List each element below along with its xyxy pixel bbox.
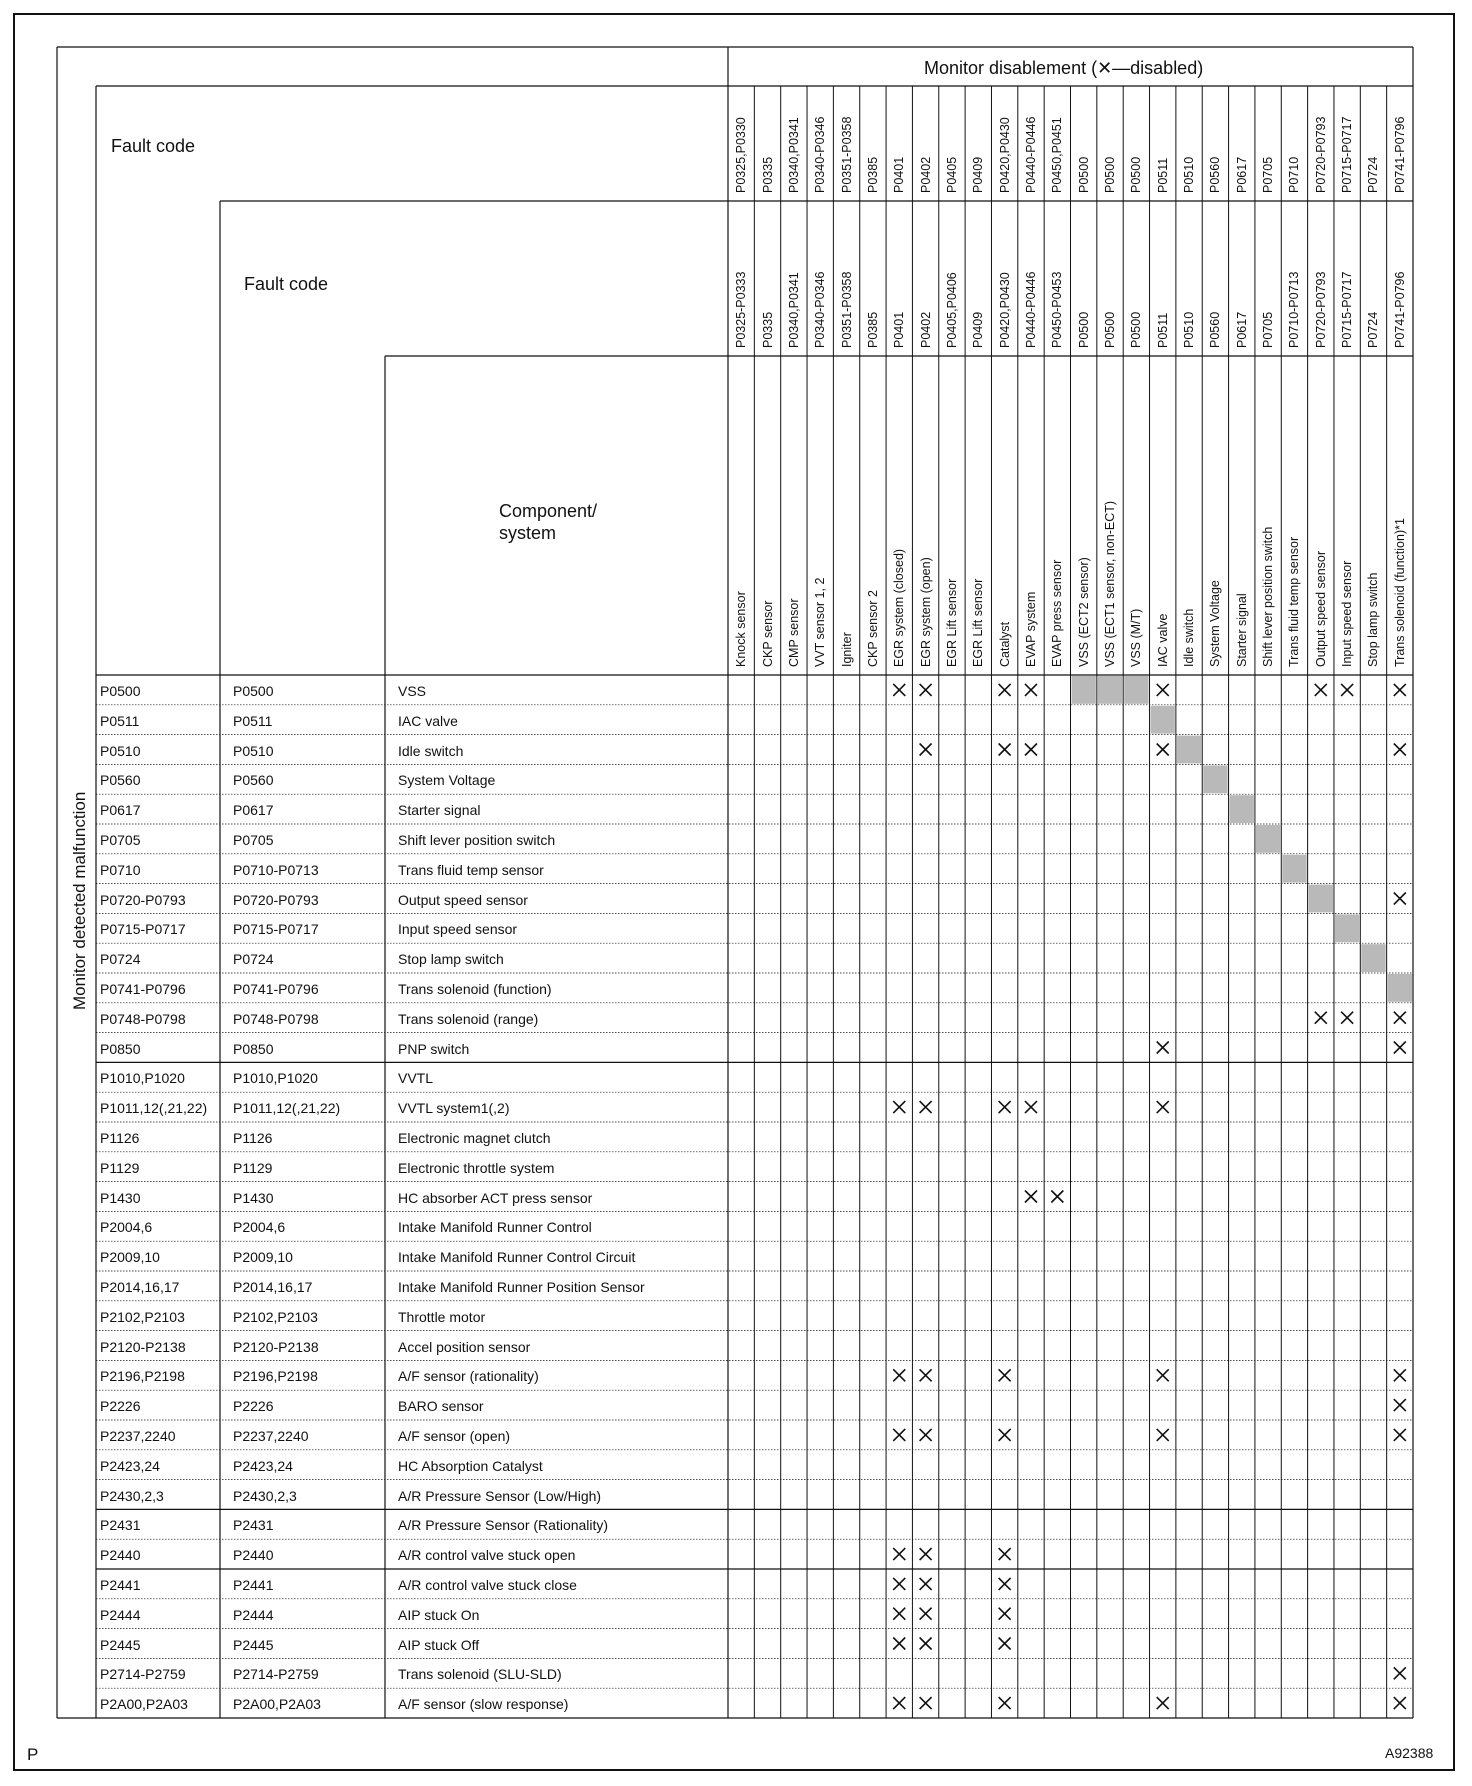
column-code-secondary: P0705 bbox=[1261, 311, 1276, 348]
disabled-x-mark bbox=[999, 1548, 1011, 1560]
column-code-primary: P0560 bbox=[1208, 156, 1223, 193]
column-component-name: Shift lever position switch bbox=[1261, 526, 1276, 667]
column-component-name: EGR Lift sensor bbox=[971, 578, 986, 667]
column-component-name: Catalyst bbox=[997, 621, 1012, 667]
column-code-secondary: P0720-P0793 bbox=[1313, 271, 1328, 348]
disabled-x-mark bbox=[1157, 1101, 1169, 1113]
column-component-name: Idle switch bbox=[1182, 608, 1197, 667]
disabled-x-mark bbox=[893, 1548, 905, 1560]
disabled-x-mark bbox=[1157, 1042, 1169, 1054]
row-fault-code-primary: P2120-P2138 bbox=[100, 1338, 186, 1355]
shaded-cell bbox=[1098, 676, 1122, 704]
column-code-primary: P0385 bbox=[865, 156, 880, 193]
row-fault-code-primary: P2445 bbox=[100, 1636, 141, 1653]
column-component-name: VSS (M/T) bbox=[1129, 608, 1144, 667]
row-fault-code-primary: P2196,P2198 bbox=[100, 1368, 185, 1385]
disabled-x-mark bbox=[920, 1369, 932, 1381]
column-code-primary: P0335 bbox=[760, 156, 775, 193]
row-fault-code-secondary: P2120-P2138 bbox=[233, 1338, 319, 1355]
row-fault-code-secondary: P0705 bbox=[233, 832, 274, 848]
shaded-cell bbox=[1124, 676, 1148, 704]
column-component-name: Starter signal bbox=[1234, 593, 1249, 667]
row-component-name: HC Absorption Catalyst bbox=[398, 1457, 543, 1474]
column-code-primary: P0511 bbox=[1155, 157, 1170, 193]
disabled-x-mark bbox=[1025, 1191, 1037, 1203]
disabled-x-mark bbox=[1051, 1191, 1063, 1203]
column-component-name: IAC valve bbox=[1155, 613, 1170, 667]
disabled-x-mark bbox=[920, 1638, 932, 1650]
row-fault-code-secondary: P0510 bbox=[233, 742, 274, 759]
row-component-name: A/R Pressure Sensor (Low/High) bbox=[398, 1487, 602, 1504]
disabled-x-mark bbox=[893, 1578, 905, 1590]
disabled-x-mark bbox=[920, 1548, 932, 1560]
column-code-primary: P0420,P0430 bbox=[997, 117, 1012, 193]
column-code-primary: P0710 bbox=[1287, 156, 1302, 193]
column-code-primary: P0720-P0793 bbox=[1313, 116, 1328, 193]
shaded-cell bbox=[1177, 736, 1201, 764]
row-fault-code-primary: P2014,16,17 bbox=[100, 1279, 180, 1295]
disabled-x-mark bbox=[1315, 1012, 1327, 1024]
column-code-primary: P0500 bbox=[1103, 156, 1118, 193]
row-component-name: Electronic throttle system bbox=[398, 1159, 555, 1176]
column-component-name: EGR Lift sensor bbox=[944, 578, 959, 667]
disabled-x-mark bbox=[1394, 1429, 1406, 1441]
row-fault-code-secondary: P2431 bbox=[233, 1517, 274, 1534]
column-code-primary: P0500 bbox=[1129, 156, 1144, 193]
column-code-secondary: P0385 bbox=[865, 311, 880, 348]
row-component-name: AIP stuck Off bbox=[398, 1636, 480, 1653]
row-component-name: BARO sensor bbox=[398, 1398, 484, 1415]
column-code-primary: P0340-P0346 bbox=[813, 116, 828, 193]
row-fault-code-secondary: P0724 bbox=[233, 951, 274, 968]
column-code-secondary: P0440-P0446 bbox=[1023, 271, 1038, 348]
column-code-secondary: P0351-P0358 bbox=[839, 271, 854, 348]
row-component-name: VSS bbox=[398, 683, 427, 699]
column-code-primary: P0617 bbox=[1234, 156, 1249, 193]
disabled-x-mark bbox=[1394, 1012, 1406, 1024]
row-fault-code-secondary: P2714-P2759 bbox=[233, 1666, 319, 1683]
disabled-x-mark bbox=[1341, 1012, 1353, 1024]
column-component-name: Stop lamp switch bbox=[1366, 572, 1381, 667]
column-component-name: Igniter bbox=[839, 632, 854, 667]
row-component-name: Trans solenoid (function) bbox=[398, 981, 552, 997]
row-fault-code-secondary: P0720-P0793 bbox=[233, 891, 319, 908]
row-fault-code-primary: P2431 bbox=[100, 1517, 141, 1534]
row-component-name: HC absorber ACT press sensor bbox=[398, 1189, 593, 1206]
column-component-name: EGR system (closed) bbox=[892, 548, 907, 667]
row-component-name: Idle switch bbox=[398, 742, 464, 759]
row-component-name: Intake Manifold Runner Control Circuit bbox=[398, 1249, 636, 1266]
disabled-x-mark bbox=[999, 684, 1011, 696]
column-code-primary: P0705 bbox=[1261, 156, 1276, 193]
column-code-secondary: P0340,P0341 bbox=[786, 272, 801, 348]
column-code-secondary: P0500 bbox=[1103, 311, 1118, 348]
row-fault-code-primary: P0500 bbox=[100, 683, 141, 699]
row-fault-code-primary: P1010,P1020 bbox=[100, 1070, 185, 1087]
row-fault-code-primary: P1126 bbox=[100, 1130, 140, 1146]
row-component-name: Intake Manifold Runner Control bbox=[398, 1219, 592, 1236]
disabled-x-mark bbox=[1157, 1697, 1169, 1709]
shaded-cell bbox=[1335, 914, 1359, 942]
row-fault-code-secondary: P0850 bbox=[233, 1040, 274, 1057]
row-fault-code-primary: P0724 bbox=[100, 951, 141, 968]
row-fault-code-primary: P2004,6 bbox=[100, 1219, 153, 1236]
row-component-name: AIP stuck On bbox=[398, 1606, 480, 1623]
column-code-primary: P0402 bbox=[918, 156, 933, 193]
disabled-x-mark bbox=[1157, 1429, 1169, 1441]
row-fault-code-primary: P2A00,P2A03 bbox=[100, 1696, 188, 1713]
column-component-name: Trans solenoid (function)*1 bbox=[1392, 518, 1407, 667]
disabled-x-mark bbox=[1394, 1042, 1406, 1054]
disabled-x-mark bbox=[999, 1638, 1011, 1650]
row-fault-code-primary: P2237,2240 bbox=[100, 1428, 176, 1444]
fault-code-header-secondary: Fault code bbox=[244, 274, 329, 294]
row-component-name: Intake Manifold Runner Position Sensor bbox=[398, 1279, 645, 1295]
column-component-name: Knock sensor bbox=[734, 591, 749, 667]
row-fault-code-secondary: P2441 bbox=[233, 1577, 274, 1593]
row-component-name: A/F sensor (rationality) bbox=[398, 1368, 539, 1385]
disabled-x-mark bbox=[999, 1697, 1011, 1709]
row-fault-code-secondary: P2444 bbox=[233, 1606, 274, 1623]
row-component-name: Input speed sensor bbox=[398, 921, 518, 938]
disabled-x-mark bbox=[1394, 1399, 1406, 1411]
disabled-x-mark bbox=[920, 1101, 932, 1113]
row-component-name: Stop lamp switch bbox=[398, 951, 504, 968]
row-component-name: A/R control valve stuck close bbox=[398, 1577, 577, 1593]
shaded-cell bbox=[1230, 795, 1254, 823]
disabled-x-mark bbox=[999, 1101, 1011, 1113]
column-component-name: Input speed sensor bbox=[1340, 560, 1355, 667]
fault-code-header-primary: Fault code bbox=[111, 136, 196, 156]
disabled-x-mark bbox=[920, 1578, 932, 1590]
column-code-secondary: P0340-P0346 bbox=[813, 271, 828, 348]
row-fault-code-primary: P1430 bbox=[100, 1189, 141, 1206]
column-code-secondary: P0724 bbox=[1366, 311, 1381, 348]
row-component-name: Electronic magnet clutch bbox=[398, 1130, 551, 1146]
shaded-cell bbox=[1388, 974, 1412, 1002]
row-fault-code-primary: P2009,10 bbox=[100, 1249, 160, 1266]
column-component-name: System Voltage bbox=[1208, 580, 1223, 667]
column-code-primary: P0401 bbox=[892, 156, 907, 193]
column-code-secondary: P0402 bbox=[918, 311, 933, 348]
disabled-x-mark bbox=[999, 1578, 1011, 1590]
column-component-name: CKP sensor bbox=[760, 600, 775, 667]
row-fault-code-primary: P2444 bbox=[100, 1606, 141, 1623]
column-code-secondary: P0335 bbox=[760, 311, 775, 348]
column-code-primary: P0500 bbox=[1076, 156, 1091, 193]
figure-id: A92388 bbox=[1385, 1745, 1434, 1761]
disabled-x-mark bbox=[920, 1429, 932, 1441]
row-component-name: Accel position sensor bbox=[398, 1338, 531, 1355]
column-code-secondary: P0710-P0713 bbox=[1287, 271, 1302, 348]
row-component-name: PNP switch bbox=[398, 1040, 470, 1057]
row-fault-code-primary: P2102,P2103 bbox=[100, 1308, 185, 1325]
column-code-secondary: P0510 bbox=[1182, 311, 1197, 348]
row-fault-code-secondary: P2102,P2103 bbox=[233, 1308, 318, 1325]
disabled-x-mark bbox=[893, 1638, 905, 1650]
disabled-x-mark bbox=[920, 1697, 932, 1709]
row-fault-code-secondary: P2014,16,17 bbox=[233, 1279, 313, 1295]
column-code-primary: P0510 bbox=[1182, 156, 1197, 193]
row-fault-code-primary: P0715-P0717 bbox=[100, 921, 186, 938]
shaded-cell bbox=[1151, 706, 1175, 734]
row-component-name: VVTL system1(,2) bbox=[398, 1100, 510, 1117]
shaded-cell bbox=[1282, 855, 1306, 883]
row-fault-code-secondary: P2196,P2198 bbox=[233, 1368, 318, 1385]
column-component-name: VSS (ECT1 sensor, non-ECT) bbox=[1103, 500, 1118, 667]
column-code-secondary: P0409 bbox=[971, 311, 986, 348]
row-fault-code-primary: P2423,24 bbox=[100, 1457, 160, 1474]
row-fault-code-primary: P0748-P0798 bbox=[100, 1010, 186, 1027]
row-component-name: Output speed sensor bbox=[398, 891, 528, 908]
disabled-x-mark bbox=[1157, 684, 1169, 696]
row-component-name: A/F sensor (slow response) bbox=[398, 1696, 569, 1713]
shaded-cell bbox=[1361, 944, 1385, 972]
row-fault-code-secondary: P2423,24 bbox=[233, 1457, 293, 1474]
disabled-x-mark bbox=[1341, 684, 1353, 696]
disabled-x-mark bbox=[893, 1369, 905, 1381]
column-component-name: Output speed sensor bbox=[1313, 550, 1328, 667]
shaded-cell bbox=[1256, 825, 1280, 853]
row-component-name: Trans solenoid (range) bbox=[398, 1010, 539, 1027]
column-component-name: CMP sensor bbox=[786, 598, 801, 667]
column-code-primary: P0351-P0358 bbox=[839, 116, 854, 193]
column-code-primary: P0724 bbox=[1366, 156, 1381, 193]
disabled-x-mark bbox=[920, 744, 932, 756]
disabled-x-mark bbox=[999, 1429, 1011, 1441]
column-component-name: VSS (ECT2 sensor) bbox=[1076, 557, 1091, 667]
component-system-header: Component/ system bbox=[499, 501, 598, 543]
row-fault-code-secondary: P1010,P1020 bbox=[233, 1070, 318, 1087]
row-fault-code-primary: P0511 bbox=[100, 712, 140, 729]
row-fault-code-secondary: P1011,12(,21,22) bbox=[233, 1100, 341, 1117]
disabled-x-mark bbox=[1025, 1101, 1037, 1113]
row-component-name: Trans solenoid (SLU-SLD) bbox=[398, 1666, 562, 1683]
row-fault-code-secondary: P2430,2,3 bbox=[233, 1487, 297, 1504]
disabled-x-mark bbox=[1157, 1369, 1169, 1381]
row-component-name: A/R control valve stuck open bbox=[398, 1547, 576, 1564]
disabled-x-mark bbox=[1394, 744, 1406, 756]
column-code-secondary: P0500 bbox=[1076, 311, 1091, 348]
row-fault-code-primary: P0720-P0793 bbox=[100, 891, 186, 908]
disabled-x-mark bbox=[1394, 893, 1406, 905]
disabled-x-mark bbox=[893, 1608, 905, 1620]
column-code-primary: P0325,P0330 bbox=[734, 117, 749, 193]
disabled-x-mark bbox=[893, 1429, 905, 1441]
column-component-name: EGR system (open) bbox=[918, 557, 933, 667]
monitor-detected-malfunction-label: Monitor detected malfunction bbox=[70, 791, 89, 1010]
row-component-name: Trans fluid temp sensor bbox=[398, 861, 544, 878]
row-fault-code-primary: P2441 bbox=[100, 1577, 141, 1593]
row-component-name: Throttle motor bbox=[398, 1308, 486, 1325]
row-fault-code-primary: P1129 bbox=[100, 1159, 140, 1176]
column-code-primary: P0409 bbox=[971, 156, 986, 193]
column-component-name: CKP sensor 2 bbox=[865, 590, 880, 667]
column-component-name: VVT sensor 1, 2 bbox=[813, 577, 828, 667]
disabled-x-mark bbox=[1394, 1667, 1406, 1679]
row-component-name: Starter signal bbox=[398, 802, 481, 819]
column-code-secondary: P0511 bbox=[1155, 312, 1170, 348]
disabled-x-mark bbox=[999, 744, 1011, 756]
column-code-secondary: P0420,P0430 bbox=[997, 272, 1012, 348]
column-component-name: EVAP press sensor bbox=[1050, 559, 1065, 667]
row-fault-code-secondary: P0560 bbox=[233, 772, 274, 789]
disabled-x-mark bbox=[1025, 684, 1037, 696]
row-fault-code-secondary: P0511 bbox=[233, 712, 273, 729]
disabled-x-mark bbox=[1157, 744, 1169, 756]
column-code-primary: P0741-P0796 bbox=[1392, 116, 1407, 193]
row-fault-code-primary: P2440 bbox=[100, 1547, 141, 1564]
column-code-secondary: P0741-P0796 bbox=[1392, 271, 1407, 348]
column-code-secondary: P0560 bbox=[1208, 311, 1223, 348]
row-fault-code-primary: P2714-P2759 bbox=[100, 1666, 186, 1683]
row-fault-code-secondary: P2004,6 bbox=[233, 1219, 286, 1236]
monitor-disablement-header: Monitor disablement (✕—disabled) bbox=[924, 58, 1204, 78]
row-fault-code-secondary: P1126 bbox=[233, 1130, 273, 1146]
column-code-primary: P0405 bbox=[944, 156, 959, 193]
row-fault-code-secondary: P0617 bbox=[233, 802, 274, 819]
disabled-x-mark bbox=[999, 1369, 1011, 1381]
shaded-cell bbox=[1309, 885, 1333, 913]
column-component-name: Trans fluid temp sensor bbox=[1287, 536, 1302, 667]
row-fault-code-primary: P0710 bbox=[100, 861, 141, 878]
row-component-name: Shift lever position switch bbox=[398, 832, 556, 848]
disabled-x-mark bbox=[893, 1101, 905, 1113]
row-component-name: A/R Pressure Sensor (Rationality) bbox=[398, 1517, 609, 1534]
disabled-x-mark bbox=[1315, 684, 1327, 696]
row-fault-code-secondary: P0715-P0717 bbox=[233, 921, 319, 938]
column-code-secondary: P0325-P0333 bbox=[734, 271, 749, 348]
row-component-name: System Voltage bbox=[398, 772, 496, 789]
disabled-x-mark bbox=[1025, 744, 1037, 756]
footer-left-mark: P bbox=[27, 1745, 39, 1764]
column-code-secondary: P0617 bbox=[1234, 311, 1249, 348]
column-code-primary: P0450,P0451 bbox=[1050, 117, 1065, 193]
column-code-primary: P0440-P0446 bbox=[1023, 116, 1038, 193]
row-fault-code-secondary: P2237,2240 bbox=[233, 1428, 309, 1444]
row-fault-code-secondary: P1129 bbox=[233, 1159, 273, 1176]
row-fault-code-primary: P0560 bbox=[100, 772, 141, 789]
row-fault-code-primary: P0741-P0796 bbox=[100, 981, 186, 997]
disabled-x-mark bbox=[893, 1697, 905, 1709]
column-code-secondary: P0401 bbox=[892, 311, 907, 348]
row-fault-code-primary: P0705 bbox=[100, 832, 141, 848]
disabled-x-mark bbox=[1394, 1369, 1406, 1381]
disabled-x-mark bbox=[893, 684, 905, 696]
row-fault-code-secondary: P2445 bbox=[233, 1636, 274, 1653]
column-component-name: EVAP system bbox=[1023, 591, 1038, 667]
row-fault-code-secondary: P2440 bbox=[233, 1547, 274, 1564]
disabled-x-mark bbox=[1394, 684, 1406, 696]
row-fault-code-primary: P2430,2,3 bbox=[100, 1487, 164, 1504]
row-fault-code-primary: P0617 bbox=[100, 802, 141, 819]
row-fault-code-primary: P0850 bbox=[100, 1040, 141, 1057]
disabled-x-mark bbox=[1394, 1697, 1406, 1709]
column-code-secondary: P0500 bbox=[1129, 311, 1144, 348]
row-fault-code-secondary: P2A00,P2A03 bbox=[233, 1696, 321, 1713]
column-code-secondary: P0450-P0453 bbox=[1050, 271, 1065, 348]
row-fault-code-secondary: P2009,10 bbox=[233, 1249, 293, 1266]
row-fault-code-secondary: P2226 bbox=[233, 1398, 274, 1415]
disabled-x-mark bbox=[999, 1608, 1011, 1620]
column-code-primary: P0715-P0717 bbox=[1340, 116, 1355, 193]
row-fault-code-secondary: P0741-P0796 bbox=[233, 981, 319, 997]
row-component-name: A/F sensor (open) bbox=[398, 1428, 511, 1444]
column-code-primary: P0340,P0341 bbox=[786, 117, 801, 193]
shaded-cell bbox=[1203, 765, 1227, 793]
row-fault-code-secondary: P0710-P0713 bbox=[233, 861, 319, 878]
row-fault-code-secondary: P1430 bbox=[233, 1189, 274, 1206]
row-fault-code-secondary: P0748-P0798 bbox=[233, 1010, 319, 1027]
row-fault-code-primary: P1011,12(,21,22) bbox=[100, 1100, 208, 1117]
row-fault-code-secondary: P0500 bbox=[233, 683, 274, 699]
row-fault-code-primary: P0510 bbox=[100, 742, 141, 759]
row-component-name: IAC valve bbox=[398, 712, 458, 729]
row-component-name: VVTL bbox=[398, 1070, 434, 1087]
column-code-secondary: P0405,P0406 bbox=[944, 272, 959, 348]
shaded-cell bbox=[1072, 676, 1096, 704]
row-fault-code-primary: P2226 bbox=[100, 1398, 141, 1415]
disabled-x-mark bbox=[920, 1608, 932, 1620]
disabled-x-mark bbox=[920, 684, 932, 696]
column-code-secondary: P0715-P0717 bbox=[1340, 271, 1355, 348]
